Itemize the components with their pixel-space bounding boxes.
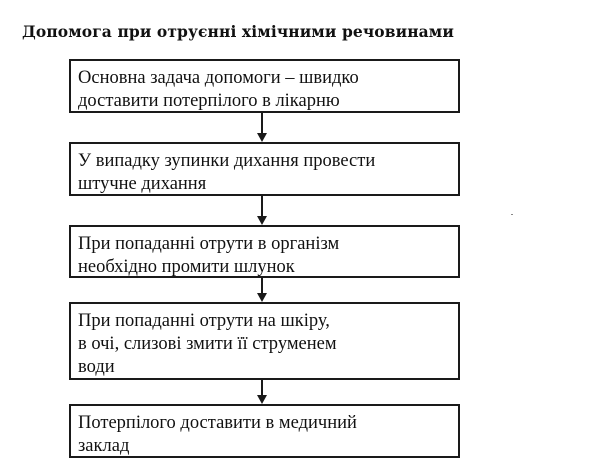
step-1-line-1: Основна задача допомоги – швидко bbox=[78, 68, 359, 88]
step-5-line-2: заклад bbox=[78, 436, 130, 456]
step-4-line-1: При попаданні отрути на шкіру, bbox=[78, 311, 330, 331]
step-4-line-2: в очі, слизові змити її струменем bbox=[78, 334, 337, 354]
arrow-2-head bbox=[257, 216, 267, 225]
step-3-line-2: необхідно промити шлунок bbox=[78, 257, 295, 277]
step-5-line-1: Потерпілого доставити в медичний bbox=[78, 413, 357, 433]
diagram-title: Допомога при отруєнні хімічними речовинами bbox=[22, 22, 454, 41]
step-3-line-1: При попаданні отрути в організм bbox=[78, 234, 340, 254]
step-2-line-1: У випадку зупинки дихання провести bbox=[78, 151, 376, 171]
arrow-3-head bbox=[257, 293, 267, 302]
arrow-4-head bbox=[257, 395, 267, 404]
step-4-line-3: води bbox=[78, 357, 115, 377]
step-2-line-2: штучне дихання bbox=[78, 174, 207, 194]
arrow-1-head bbox=[257, 133, 267, 142]
scan-speck bbox=[511, 214, 513, 215]
step-1-line-2: доставити потерпілого в лікарню bbox=[78, 91, 340, 111]
